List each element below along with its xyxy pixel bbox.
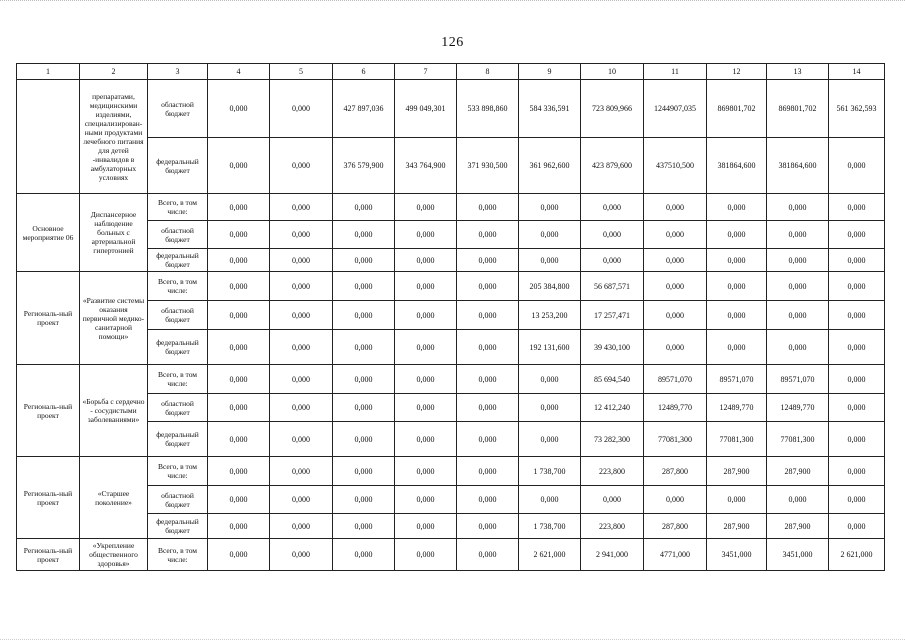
amount-cell: 361 962,600 — [519, 138, 581, 194]
amount-cell: 17 257,471 — [581, 301, 644, 330]
amount-cell: 223,800 — [581, 514, 644, 539]
table-row — [17, 194, 885, 221]
amount-cell: 0,000 — [395, 422, 457, 457]
table-row — [17, 80, 885, 138]
amount-cell: 0,000 — [208, 272, 270, 301]
table-row — [17, 138, 885, 194]
amount-cell: 533 898,860 — [457, 80, 519, 138]
amount-cell: 381864,600 — [767, 138, 829, 194]
event-description-cell: «Укрепление общественного здоровья» — [80, 539, 148, 571]
scan-edge-bottom — [0, 633, 905, 640]
amount-cell: 0,000 — [829, 272, 885, 301]
amount-cell: 869801,702 — [767, 80, 829, 138]
amount-cell: 287,800 — [644, 514, 707, 539]
amount-cell: 0,000 — [644, 221, 707, 249]
amount-cell: 39 430,100 — [581, 330, 644, 365]
event-description-cell: Диспансерное наблюдение больных с артериальной гипертонией — [80, 194, 148, 272]
amount-cell: 0,000 — [829, 394, 885, 422]
amount-cell: 437510,500 — [644, 138, 707, 194]
amount-cell: 192 131,600 — [519, 330, 581, 365]
column-number: 11 — [644, 64, 707, 80]
amount-cell: 0,000 — [644, 272, 707, 301]
event-description-cell: «Борьба с сердечно - сосудистыми заболеваниями» — [80, 365, 148, 457]
amount-cell: 0,000 — [707, 486, 767, 514]
amount-cell: 0,000 — [457, 422, 519, 457]
amount-cell: 0,000 — [767, 221, 829, 249]
amount-cell: 0,000 — [457, 272, 519, 301]
amount-cell: 0,000 — [395, 394, 457, 422]
table-row — [17, 422, 885, 457]
amount-cell: 0,000 — [270, 138, 333, 194]
amount-cell: 0,000 — [581, 221, 644, 249]
amount-cell: 0,000 — [270, 330, 333, 365]
funding-source-cell: федеральный бюджет — [148, 249, 208, 272]
amount-cell: 0,000 — [270, 394, 333, 422]
funding-source-cell: федеральный бюджет — [148, 138, 208, 194]
amount-cell: 12489,770 — [707, 394, 767, 422]
column-number: 12 — [707, 64, 767, 80]
amount-cell: 89571,070 — [767, 365, 829, 394]
amount-cell: 0,000 — [829, 194, 885, 221]
amount-cell: 0,000 — [208, 365, 270, 394]
amount-cell: 223,800 — [581, 457, 644, 486]
amount-cell: 0,000 — [208, 221, 270, 249]
table-row — [17, 514, 885, 539]
amount-cell: 0,000 — [707, 272, 767, 301]
amount-cell: 0,000 — [519, 486, 581, 514]
funding-source-cell: областной бюджет — [148, 394, 208, 422]
amount-cell: 77081,300 — [707, 422, 767, 457]
page-number: 126 — [441, 35, 464, 50]
amount-cell: 0,000 — [333, 514, 395, 539]
amount-cell: 0,000 — [581, 194, 644, 221]
funding-source-cell: Всего, в том числе: — [148, 539, 208, 571]
amount-cell: 287,900 — [767, 457, 829, 486]
funding-source-cell: Всего, в том числе: — [148, 365, 208, 394]
amount-cell: 287,900 — [707, 514, 767, 539]
column-number: 10 — [581, 64, 644, 80]
amount-cell: 287,900 — [767, 514, 829, 539]
amount-cell: 0,000 — [457, 221, 519, 249]
column-number: 7 — [395, 64, 457, 80]
amount-cell: 3451,000 — [707, 539, 767, 571]
amount-cell: 0,000 — [333, 422, 395, 457]
amount-cell: 0,000 — [270, 249, 333, 272]
amount-cell: 0,000 — [208, 330, 270, 365]
amount-cell: 0,000 — [395, 249, 457, 272]
amount-cell: 2 621,000 — [519, 539, 581, 571]
amount-cell: 73 282,300 — [581, 422, 644, 457]
budget-table — [16, 63, 885, 571]
amount-cell: 0,000 — [270, 194, 333, 221]
amount-cell: 0,000 — [644, 301, 707, 330]
amount-cell: 0,000 — [829, 514, 885, 539]
amount-cell: 0,000 — [333, 301, 395, 330]
amount-cell: 0,000 — [208, 394, 270, 422]
amount-cell: 0,000 — [395, 539, 457, 571]
amount-cell: 0,000 — [829, 365, 885, 394]
amount-cell: 723 809,966 — [581, 80, 644, 138]
amount-cell: 1 738,700 — [519, 514, 581, 539]
amount-cell: 499 049,301 — [395, 80, 457, 138]
amount-cell: 12489,770 — [644, 394, 707, 422]
amount-cell: 0,000 — [208, 486, 270, 514]
funding-source-cell: областной бюджет — [148, 301, 208, 330]
amount-cell: 0,000 — [581, 249, 644, 272]
amount-cell: 0,000 — [767, 194, 829, 221]
amount-cell: 0,000 — [829, 138, 885, 194]
funding-source-cell: федеральный бюджет — [148, 514, 208, 539]
amount-cell: 1 738,700 — [519, 457, 581, 486]
amount-cell: 0,000 — [457, 301, 519, 330]
amount-cell: 0,000 — [707, 194, 767, 221]
amount-cell: 0,000 — [457, 539, 519, 571]
table-row — [17, 539, 885, 571]
amount-cell: 0,000 — [644, 249, 707, 272]
event-kind-cell — [17, 80, 80, 194]
event-kind-cell: Региональ-ный проект — [17, 365, 80, 457]
funding-source-cell: Всего, в том числе: — [148, 272, 208, 301]
table-row — [17, 394, 885, 422]
amount-cell: 0,000 — [767, 330, 829, 365]
column-number: 5 — [270, 64, 333, 80]
amount-cell: 89571,070 — [644, 365, 707, 394]
amount-cell: 0,000 — [519, 249, 581, 272]
funding-source-cell: Всего, в том числе: — [148, 457, 208, 486]
amount-cell: 0,000 — [270, 301, 333, 330]
column-number: 8 — [457, 64, 519, 80]
amount-cell: 0,000 — [395, 194, 457, 221]
amount-cell: 89571,070 — [707, 365, 767, 394]
amount-cell: 423 879,600 — [581, 138, 644, 194]
amount-cell: 287,900 — [707, 457, 767, 486]
amount-cell: 0,000 — [767, 272, 829, 301]
amount-cell: 0,000 — [395, 221, 457, 249]
column-number: 6 — [333, 64, 395, 80]
amount-cell: 0,000 — [395, 457, 457, 486]
amount-cell: 0,000 — [707, 330, 767, 365]
amount-cell: 0,000 — [644, 194, 707, 221]
amount-cell: 343 764,900 — [395, 138, 457, 194]
amount-cell: 1244907,035 — [644, 80, 707, 138]
column-number: 2 — [80, 64, 148, 80]
amount-cell: 205 384,800 — [519, 272, 581, 301]
amount-cell: 0,000 — [457, 330, 519, 365]
amount-cell: 0,000 — [333, 365, 395, 394]
funding-source-cell: Всего, в том числе: — [148, 194, 208, 221]
amount-cell: 287,800 — [644, 457, 707, 486]
amount-cell: 376 579,900 — [333, 138, 395, 194]
amount-cell: 0,000 — [333, 221, 395, 249]
amount-cell: 0,000 — [208, 514, 270, 539]
amount-cell: 0,000 — [767, 301, 829, 330]
amount-cell: 0,000 — [208, 457, 270, 486]
amount-cell: 0,000 — [457, 486, 519, 514]
funding-source-cell: областной бюджет — [148, 80, 208, 138]
event-kind-cell: Региональ-ный проект — [17, 457, 80, 539]
table-row — [17, 486, 885, 514]
column-number: 9 — [519, 64, 581, 80]
amount-cell: 561 362,593 — [829, 80, 885, 138]
amount-cell: 13 253,200 — [519, 301, 581, 330]
amount-cell: 0,000 — [333, 394, 395, 422]
funding-source-cell: федеральный бюджет — [148, 422, 208, 457]
amount-cell: 584 336,591 — [519, 80, 581, 138]
amount-cell: 0,000 — [829, 422, 885, 457]
amount-cell: 0,000 — [208, 539, 270, 571]
amount-cell: 0,000 — [333, 457, 395, 486]
amount-cell: 0,000 — [270, 457, 333, 486]
amount-cell: 0,000 — [395, 365, 457, 394]
amount-cell: 0,000 — [333, 486, 395, 514]
event-description-cell: «Развитие системы оказания первичной медико-санитарной помощи» — [80, 272, 148, 365]
table-row — [17, 272, 885, 301]
amount-cell: 0,000 — [707, 301, 767, 330]
amount-cell: 0,000 — [270, 514, 333, 539]
column-number: 13 — [767, 64, 829, 80]
amount-cell: 0,000 — [270, 539, 333, 571]
column-number: 1 — [17, 64, 80, 80]
amount-cell: 77081,300 — [767, 422, 829, 457]
amount-cell: 0,000 — [767, 486, 829, 514]
amount-cell: 3451,000 — [767, 539, 829, 571]
event-kind-cell: Основное мероприятие 06 — [17, 194, 80, 272]
amount-cell: 0,000 — [333, 249, 395, 272]
amount-cell: 0,000 — [270, 80, 333, 138]
amount-cell: 77081,300 — [644, 422, 707, 457]
table-row — [17, 221, 885, 249]
amount-cell: 0,000 — [581, 486, 644, 514]
table-row — [17, 301, 885, 330]
amount-cell: 0,000 — [395, 330, 457, 365]
amount-cell: 0,000 — [208, 249, 270, 272]
amount-cell: 0,000 — [457, 394, 519, 422]
amount-cell: 381864,600 — [707, 138, 767, 194]
amount-cell: 427 897,036 — [333, 80, 395, 138]
amount-cell: 0,000 — [270, 422, 333, 457]
amount-cell: 0,000 — [333, 539, 395, 571]
amount-cell: 12 412,240 — [581, 394, 644, 422]
amount-cell: 0,000 — [333, 330, 395, 365]
amount-cell: 0,000 — [829, 330, 885, 365]
amount-cell: 0,000 — [519, 194, 581, 221]
amount-cell: 0,000 — [457, 514, 519, 539]
event-kind-cell: Региональ-ный проект — [17, 539, 80, 571]
amount-cell: 0,000 — [395, 272, 457, 301]
amount-cell: 0,000 — [519, 422, 581, 457]
amount-cell: 85 694,540 — [581, 365, 644, 394]
table-row — [17, 457, 885, 486]
amount-cell: 0,000 — [519, 221, 581, 249]
amount-cell: 0,000 — [829, 221, 885, 249]
amount-cell: 0,000 — [270, 365, 333, 394]
amount-cell: 0,000 — [644, 330, 707, 365]
funding-source-cell: федеральный бюджет — [148, 330, 208, 365]
column-number: 4 — [208, 64, 270, 80]
amount-cell: 0,000 — [270, 486, 333, 514]
table-row — [17, 330, 885, 365]
amount-cell: 0,000 — [457, 365, 519, 394]
amount-cell: 0,000 — [457, 457, 519, 486]
amount-cell: 0,000 — [208, 422, 270, 457]
amount-cell: 0,000 — [270, 221, 333, 249]
amount-cell: 0,000 — [333, 194, 395, 221]
amount-cell: 0,000 — [395, 301, 457, 330]
amount-cell: 2 941,000 — [581, 539, 644, 571]
amount-cell: 869801,702 — [707, 80, 767, 138]
table-row — [17, 365, 885, 394]
amount-cell: 0,000 — [208, 80, 270, 138]
amount-cell: 0,000 — [457, 249, 519, 272]
amount-cell: 0,000 — [829, 301, 885, 330]
amount-cell: 0,000 — [767, 249, 829, 272]
scan-edge-top — [0, 0, 905, 7]
amount-cell: 4771,000 — [644, 539, 707, 571]
funding-source-cell: областной бюджет — [148, 486, 208, 514]
amount-cell: 371 930,500 — [457, 138, 519, 194]
funding-source-cell: областной бюджет — [148, 221, 208, 249]
amount-cell: 0,000 — [208, 138, 270, 194]
event-description-cell: препаратами, медицинскими изделиями, специализирован-ными продуктами лечебного питания для детей -инвалидов в амбулаторных условиях — [80, 80, 148, 194]
amount-cell: 0,000 — [829, 457, 885, 486]
amount-cell: 0,000 — [333, 272, 395, 301]
amount-cell: 0,000 — [829, 486, 885, 514]
amount-cell: 0,000 — [519, 365, 581, 394]
amount-cell: 0,000 — [519, 394, 581, 422]
header-row — [17, 64, 885, 80]
amount-cell: 0,000 — [707, 221, 767, 249]
amount-cell: 0,000 — [457, 194, 519, 221]
column-number: 14 — [829, 64, 885, 80]
amount-cell: 12489,770 — [767, 394, 829, 422]
amount-cell: 56 687,571 — [581, 272, 644, 301]
event-description-cell: «Старшее поколение» — [80, 457, 148, 539]
amount-cell: 0,000 — [829, 249, 885, 272]
amount-cell: 2 621,000 — [829, 539, 885, 571]
amount-cell: 0,000 — [395, 514, 457, 539]
amount-cell: 0,000 — [270, 272, 333, 301]
amount-cell: 0,000 — [208, 194, 270, 221]
amount-cell: 0,000 — [208, 301, 270, 330]
amount-cell: 0,000 — [707, 249, 767, 272]
column-number: 3 — [148, 64, 208, 80]
amount-cell: 0,000 — [644, 486, 707, 514]
amount-cell: 0,000 — [395, 486, 457, 514]
event-kind-cell: Региональ-ный проект — [17, 272, 80, 365]
table-row — [17, 249, 885, 272]
